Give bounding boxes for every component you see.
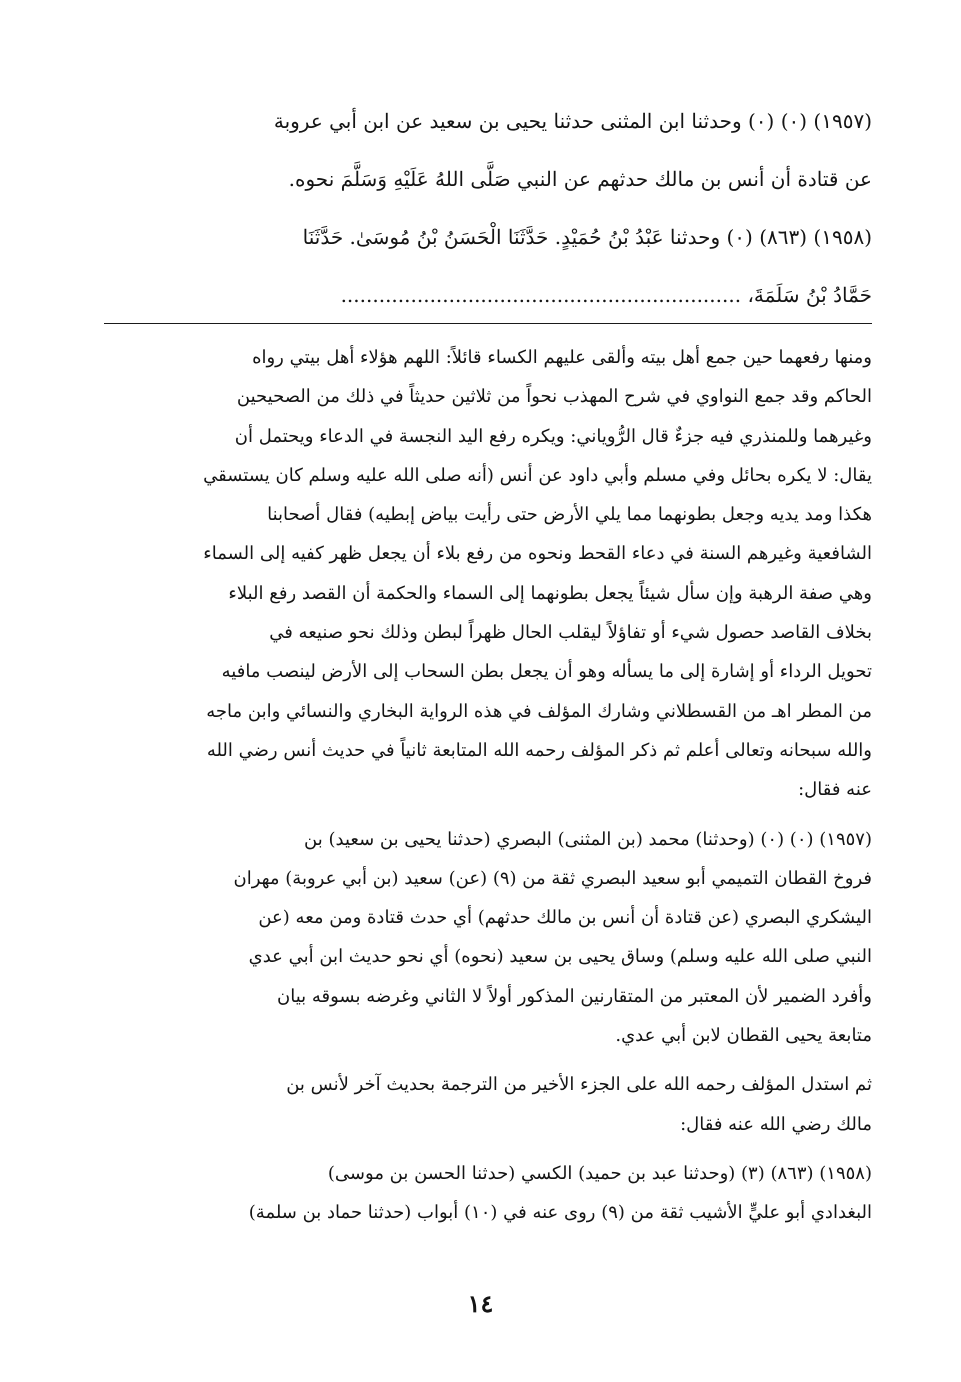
commentary-line: من المطر اهـ من القسطلاني وشارك المؤلف في هذه الرواية البخاري والنسائي وابن ماجه (206, 700, 872, 722)
page-number: ١٤ (467, 1289, 494, 1318)
hadith-1957-line-1: (١٩٥٧) (٠) (٠) وحدثنا ابن المثنى حدثنا يحيى بن سعيد عن ابن أبي عروبة (273, 109, 872, 133)
commentary-line: البغدادي أبو عليٍّ الأشيب ثقة من (٩) روى عنه في (١٠) أبواب (حدثنا حماد بن سلمة) (248, 1202, 872, 1224)
commentary-line: وغيرهما وللمنذري فيه جزءٌ قال الرُّوياني: ويكره رفع اليد النجسة في الدعاء ويحتمل أن (234, 425, 872, 447)
hadith-1957-line-2: عن قتادة أن أنس بن مالك حدثهم عن النبي صَلَّى اللهُ عَلَيْهِ وَسَلَّمَ نحوه. (288, 167, 872, 191)
commentary-line: الحاكم وقد جمع النواوي في شرح المهذب نحواً من ثلاثين حديثاً في ذلك من الصحيحين (236, 386, 872, 408)
commentary-line: بخلاف القاصد حصول شيء أو تفاؤلاً ليقلب الحال ظهراً لبطن وذلك نحو صنيعه في (269, 622, 872, 644)
commentary-paragraph-2 (104, 820, 872, 1056)
commentary-paragraph-1 (104, 338, 872, 810)
commentary-line: وهي صفة الرهبة وإن سأل شيئاً يجعل بطونهما إلى السماء والحكمة أن القصد رفع البلاء (228, 582, 872, 604)
commentary-block (104, 338, 872, 1233)
commentary-line: يقال: لا يكره بحائل وفي مسلم وأبي داود عن أنس (أنه صلى الله عليه وسلم كان يستسقي (203, 464, 872, 486)
commentary-line: اليشكري البصري (عن قتادة أن أنس بن مالك حدثهم) أي حدث قتادة ومن معه (عن (258, 907, 872, 929)
commentary-line: ومنها رفعهما حين جمع أهل بيته وألقى عليهم الكساء قائلاً: اللهم هؤلاء أهل بيتي رواه (252, 347, 872, 368)
commentary-line: (١٩٥٧) (٠) (٠) (وحدثنا) محمد (بن المثنى) البصري (حدثنا يحيى بن سعيد) بن (304, 828, 872, 850)
commentary-paragraph-3 (104, 1065, 872, 1144)
paragraph-gap (104, 810, 872, 820)
commentary-line: متابعة يحيى القطان لابن أبي عدي. (615, 1025, 872, 1047)
paragraph-gap (104, 1144, 872, 1154)
commentary-line: فروخ القطان التميمي أبو سعيد البصري ثقة من (٩) (عن) سعيد (بن أبي عروبة) مهران (233, 867, 872, 889)
footnote-separator-rule (104, 323, 872, 324)
commentary-line: الشافعية وغيرهم السنة في دعاء القحط ونحوه من رفع بلاء أن يجعل ظهر كفيه إلى السماء (203, 543, 872, 565)
commentary-line: مالك رضي الله عنه فقال: (680, 1113, 872, 1135)
commentary-line: هكذا ومد يديه وجعل بطونهما مما يلي الأرض حتى رأيت بياض إبطيه) فقال أصحابنا (267, 504, 872, 526)
commentary-line: النبي صلى الله عليه وسلم) وساق يحيى بن سعيد (نحوه) أي نحو حديث ابن أبي عدي (248, 946, 872, 968)
commentary-line: ثم استدل المؤلف رحمه الله على الجزء الأخير من الترجمة بحديث آخر لأنس بن (286, 1074, 872, 1096)
commentary-line: عنه فقال: (798, 779, 872, 801)
commentary-paragraph-4 (104, 1154, 872, 1233)
hadith-1958-line-1: (١٩٥٨) (٨٦٣) (٠) وحدثنا عَبْدُ بْنُ حُمَيْدٍ. حَدَّثَنَا الْحَسَنُ بْنُ مُوسَىٰ. حَدَّثَنَا (302, 225, 872, 249)
paragraph-gap (104, 1055, 872, 1065)
commentary-line: والله سبحانه وتعالى أعلم ثم ذكر المؤلف رحمه الله المتابعة ثانياً في حديث أنس رضي الله (206, 739, 872, 761)
hadith-1958-line-2: حَمَّادُ بْنُ سَلَمَةَ، ............................................................... (340, 283, 872, 307)
hadith-text-block (104, 92, 872, 324)
commentary-line: (١٩٥٨) (٨٦٣) (٣) (وحدثنا عبد بن حميد) الكسي (حدثنا الحسن بن موسى) (327, 1162, 872, 1184)
commentary-line: وأفرد الضمير لأن المعتبر من المتقارنين المذكور أولاً لا الثاني وغرضه بسوقه بيان (277, 985, 872, 1007)
commentary-line: تحويل الرداء أو إشارة إلى ما يسأله وهو أن يجعل بطن السحاب إلى الأرض لينصب مافيه (221, 661, 872, 683)
